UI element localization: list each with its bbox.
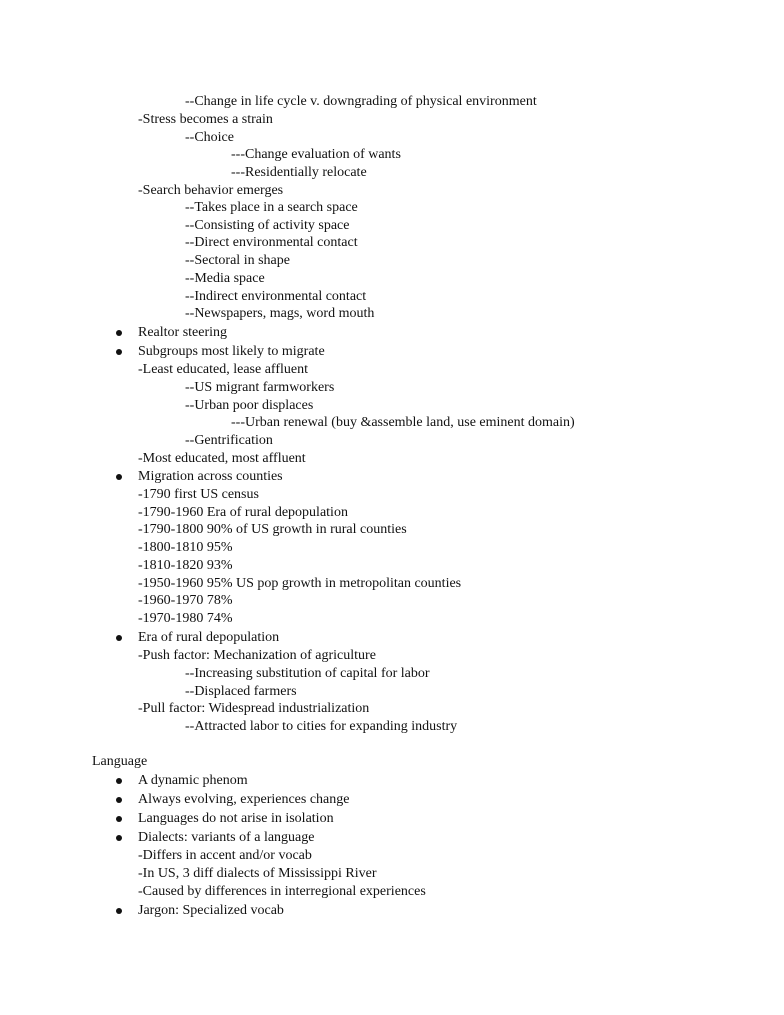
- bullet-item: Realtor steering: [138, 325, 228, 340]
- bullet-icon: [116, 330, 122, 336]
- text-line: -1960-1970 78%: [138, 593, 233, 608]
- bullet-icon: [116, 349, 122, 355]
- text-line: --Displaced farmers: [185, 684, 297, 699]
- text-line: --US migrant farmworkers: [185, 380, 335, 395]
- bullet-icon: [116, 635, 122, 641]
- bullet-item: Era of rural depopulation: [138, 630, 280, 645]
- text-line: -1790-1800 90% of US growth in rural counties: [138, 522, 407, 537]
- bullet-item: Dialects: variants of a language: [138, 830, 315, 845]
- section-heading: Language: [92, 754, 148, 769]
- bullet-icon: [116, 908, 122, 914]
- text-line: --Consisting of activity space: [185, 218, 350, 233]
- bullet-item: Jargon: Specialized vocab: [138, 903, 284, 918]
- bullet-item: Migration across counties: [138, 469, 283, 484]
- text-line: -Least educated, lease affluent: [138, 362, 308, 377]
- bullet-icon: [116, 797, 122, 803]
- text-line: --Choice: [185, 130, 234, 145]
- text-line: -1790-1960 Era of rural depopulation: [138, 505, 348, 520]
- text-line: --Newspapers, mags, word mouth: [185, 306, 375, 321]
- bullet-icon: [116, 835, 122, 841]
- text-line: -1790 first US census: [138, 487, 259, 502]
- text-line: --Takes place in a search space: [185, 200, 358, 215]
- text-line: --Attracted labor to cities for expanding industry: [185, 719, 458, 734]
- text-line: -In US, 3 diff dialects of Mississippi River: [138, 866, 377, 881]
- bullet-icon: [116, 816, 122, 822]
- text-line: --Sectoral in shape: [185, 253, 290, 268]
- text-line: -1970-1980 74%: [138, 611, 233, 626]
- text-line: ---Urban renewal (buy &assemble land, use eminent domain): [231, 415, 575, 430]
- text-line: --Media space: [185, 271, 265, 286]
- text-line: -Search behavior emerges: [138, 183, 284, 198]
- bullet-item: Languages do not arise in isolation: [138, 811, 334, 826]
- bullet-item: Always evolving, experiences change: [138, 792, 350, 807]
- text-line: ---Residentially relocate: [231, 165, 367, 180]
- text-line: -1800-1810 95%: [138, 540, 233, 555]
- text-line: --Direct environmental contact: [185, 235, 358, 250]
- text-line: --Change in life cycle v. downgrading of physical environment: [185, 94, 537, 109]
- text-line: -Differs in accent and/or vocab: [138, 848, 312, 863]
- text-line: -1810-1820 93%: [138, 558, 233, 573]
- text-line: --Increasing substitution of capital for labor: [185, 666, 430, 681]
- text-line: --Urban poor displaces: [185, 398, 314, 413]
- bullet-icon: [116, 778, 122, 784]
- text-line: -Most educated, most affluent: [138, 451, 306, 466]
- text-line: -Push factor: Mechanization of agriculture: [138, 648, 376, 663]
- bullet-item: Subgroups most likely to migrate: [138, 344, 325, 359]
- text-line: -Stress becomes a strain: [138, 112, 273, 127]
- text-line: -Pull factor: Widespread industrialization: [138, 701, 370, 716]
- text-line: --Indirect environmental contact: [185, 289, 367, 304]
- text-line: -Caused by differences in interregional experiences: [138, 884, 426, 899]
- bullet-icon: [116, 474, 122, 480]
- text-line: --Gentrification: [185, 433, 273, 448]
- bullet-item: A dynamic phenom: [138, 773, 248, 788]
- text-line: -1950-1960 95% US pop growth in metropolitan counties: [138, 576, 462, 591]
- text-line: ---Change evaluation of wants: [231, 147, 401, 162]
